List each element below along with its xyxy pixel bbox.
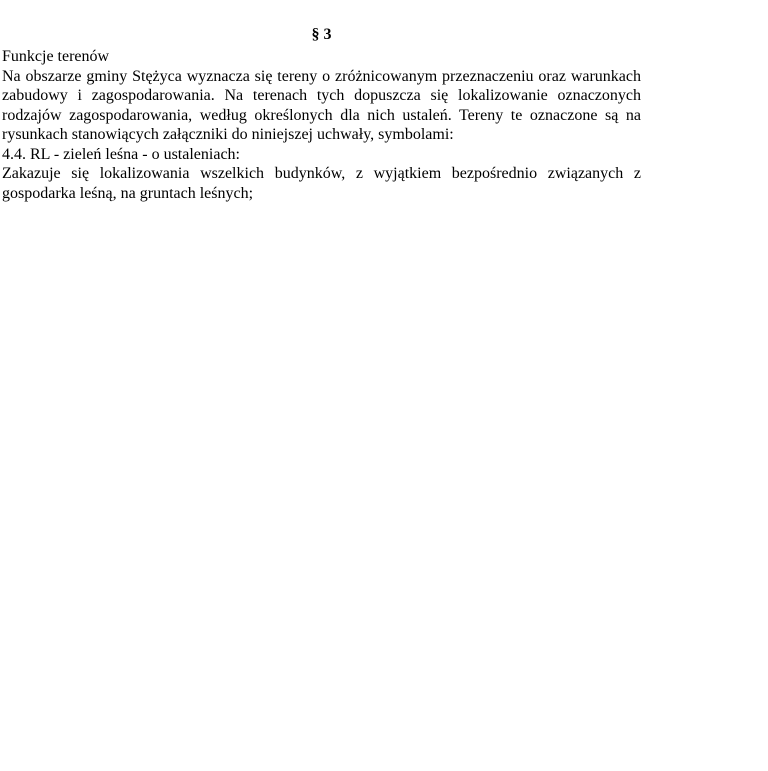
item-paragraph: Zakazuje się lokalizowania wszelkich budynków, z wyjątkiem bezpośrednio związanych z gospodarka leśną, na gruntach leśnych;: [2, 165, 641, 202]
intro-paragraph: Na obszarze gminy Stężyca wyznacza się tereny o zróżnicowanym przeznaczeniu oraz warunkach zabudowy i zagospodarowania. Na terenach tych dopuszcza się lokalizowanie oznaczonych rodzajów zagospodarowania, według określonych dla nich ustaleń. Tereny te oznaczone są na rysunkach stanowiących załączniki do niniejszej uchwały, symbolami:: [2, 67, 641, 143]
section-heading: § 3: [311, 26, 332, 43]
section-subtitle: Funkcje terenów: [2, 48, 110, 65]
item-heading: 4.4. RL - zieleń leśna - o ustaleniach:: [2, 145, 240, 163]
document-body: [2, 24, 641, 203]
